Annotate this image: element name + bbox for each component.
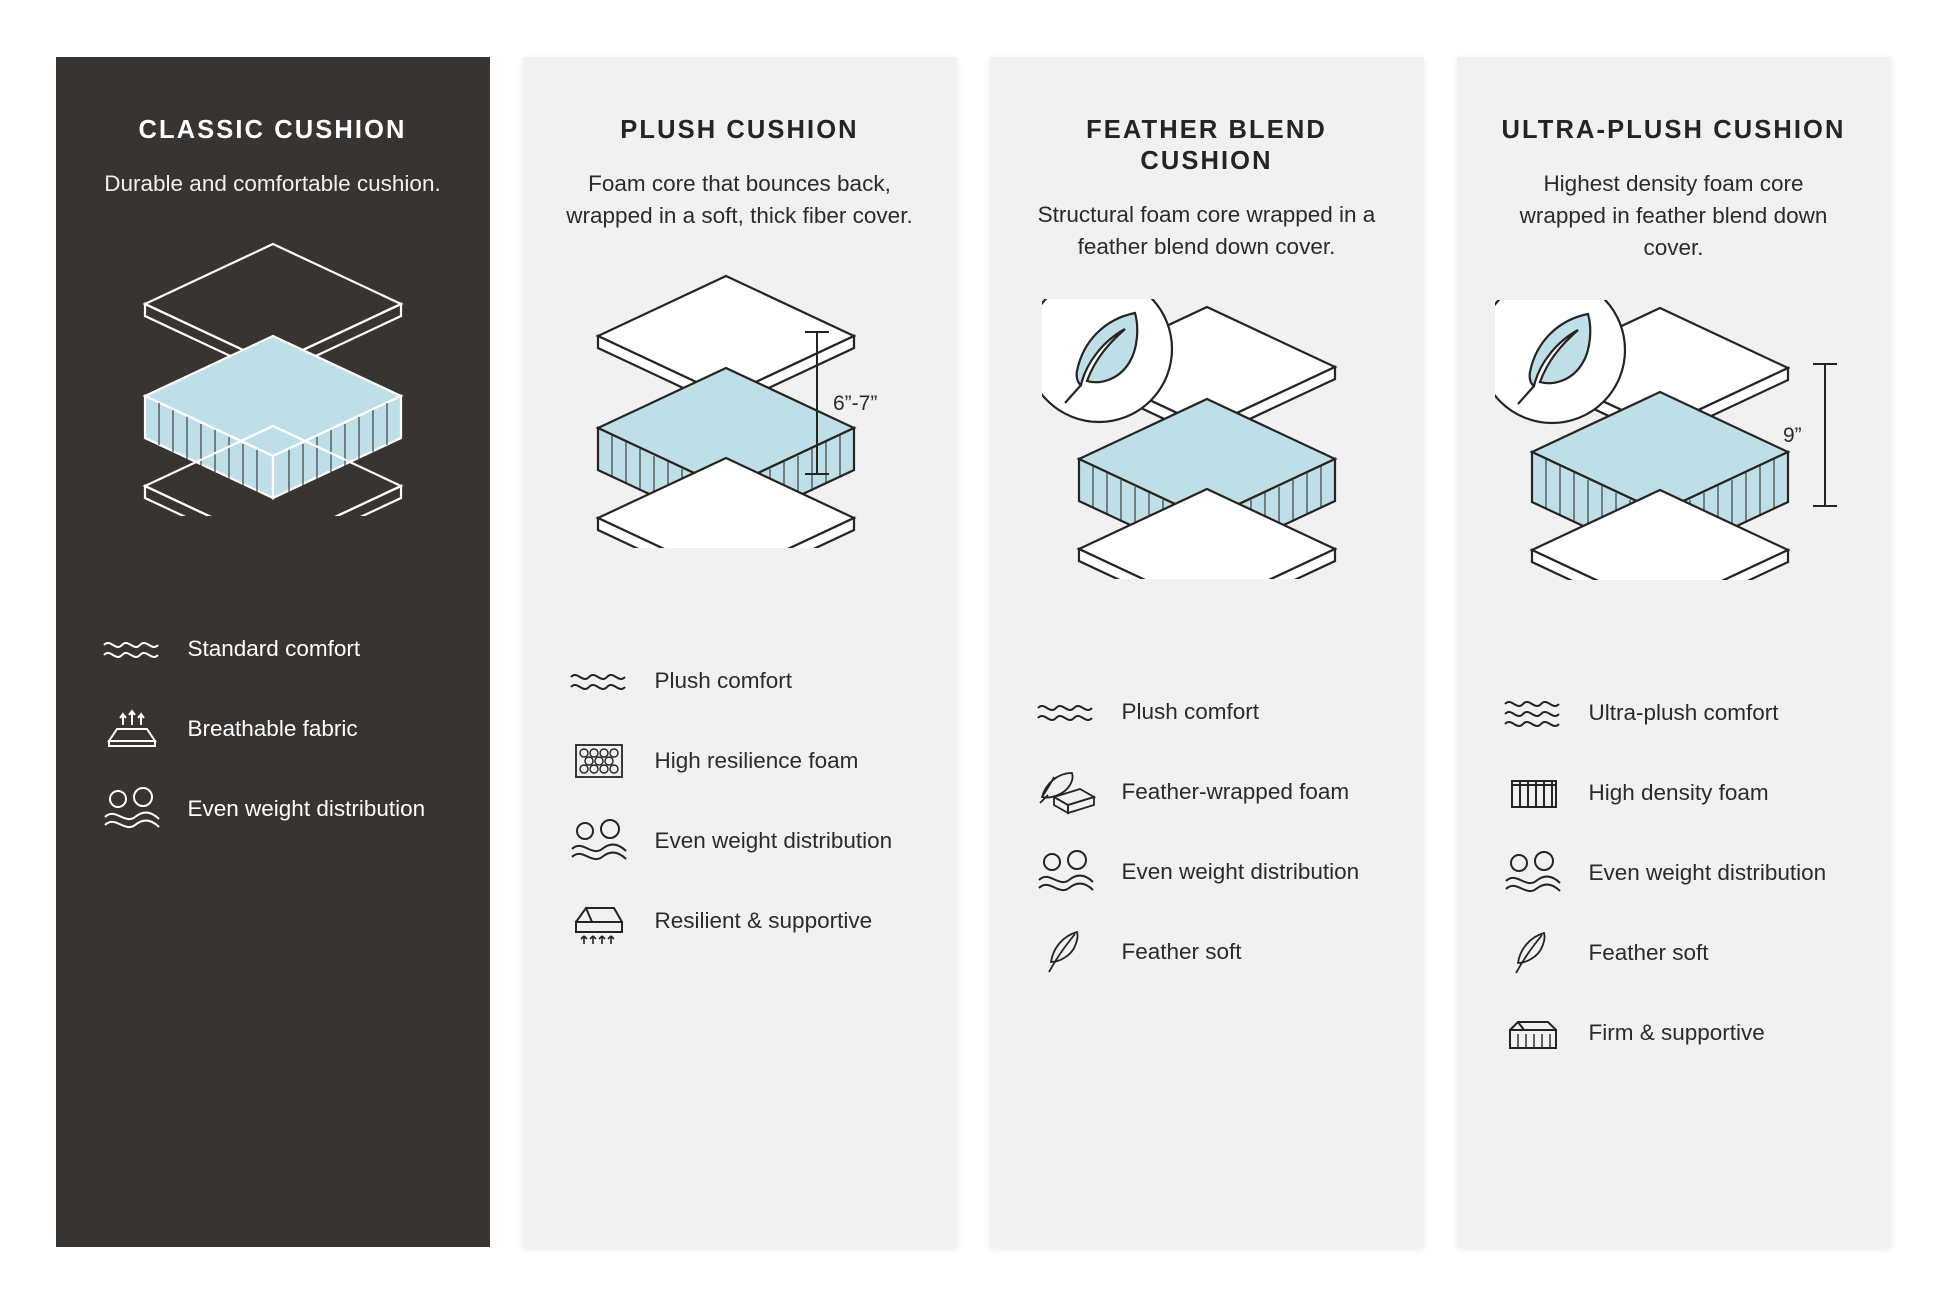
feature-item[interactable] [565,894,915,948]
honeycomb-foam-icon [565,734,633,788]
feature-label: High density foam [1588,779,1769,805]
feather-wrapped-foam-icon [1032,765,1100,819]
card-feather-blend-cushion[interactable] [990,57,1424,1247]
feature-label: Even weight distribution [1588,859,1827,885]
feature-item[interactable] [565,814,915,868]
card-title: FEATHER BLEND CUSHION [1086,116,1327,176]
cushion-exploded-diagram-plush [565,268,915,598]
resilient-support-icon [565,894,633,948]
feature-item[interactable] [1032,685,1382,739]
wave-comfort-icon [565,654,633,708]
feature-label: Plush comfort [1121,698,1260,724]
even-weight-distribution-icon [98,782,166,836]
feature-label: High resilience foam [654,747,859,773]
height-dimension-marker [1767,356,1867,526]
feature-list [1499,686,1849,1060]
height-dimension-marker [799,324,919,494]
high-density-foam-icon [1499,766,1567,820]
feature-label: Feather soft [1588,939,1709,965]
card-ultra-plush-cushion[interactable] [1457,57,1891,1247]
even-weight-distribution-icon [1499,846,1567,900]
feature-label: Even weight distribution [187,795,426,821]
feature-item[interactable] [98,702,448,756]
wave-comfort-icon [1499,686,1567,740]
feather-icon [1499,926,1567,980]
card-description: Durable and comfortable cushion. [104,171,441,197]
breathable-fabric-icon [98,702,166,756]
feature-label: Firm & supportive [1588,1019,1765,1045]
feature-label: Resilient & supportive [654,907,873,933]
feature-item[interactable] [1499,686,1849,740]
feature-item[interactable] [98,782,448,836]
even-weight-distribution-icon [565,814,633,868]
cushion-exploded-diagram-feather-blend [1032,299,1382,629]
card-title: PLUSH CUSHION [620,116,859,144]
feature-label: Even weight distribution [654,827,893,853]
feature-label: Plush comfort [654,667,793,693]
card-description: Highest density foam core wrapped in feather blend down cover. [1519,171,1828,260]
foam-core-layer [145,336,401,498]
feature-list [565,654,915,948]
feather-icon [1032,925,1100,979]
card-description: Foam core that bounces back, wrapped in a soft, thick fiber cover. [566,171,913,229]
feature-label: Even weight distribution [1121,858,1360,884]
dimension-label: 6”-7” [832,391,877,415]
feature-item[interactable] [1499,766,1849,820]
cushion-exploded-diagram-classic [98,236,448,566]
card-title: ULTRA-PLUSH CUSHION [1501,116,1846,144]
firm-support-icon [1499,1006,1567,1060]
dimension-label: 9” [1782,423,1802,447]
exploded-cushion-illustration [1042,299,1372,579]
feature-label: Feather soft [1121,938,1242,964]
feature-item[interactable] [1499,926,1849,980]
feature-item[interactable] [1499,1006,1849,1060]
even-weight-distribution-icon [1032,845,1100,899]
cushion-exploded-diagram-ultra-plush [1499,300,1849,630]
feature-item[interactable] [1032,925,1382,979]
feature-item[interactable] [1032,765,1382,819]
feature-item[interactable] [98,622,448,676]
feature-item[interactable] [1032,845,1382,899]
feature-list [98,622,448,836]
feature-label: Standard comfort [187,635,361,661]
wave-comfort-icon [98,622,166,676]
feature-item[interactable] [1499,846,1849,900]
feature-item[interactable] [565,654,915,708]
feature-list [1032,685,1382,979]
feature-label: Ultra-plush comfort [1588,699,1779,725]
card-plush-cushion[interactable] [523,57,957,1247]
card-description: Structural foam core wrapped in a feather blend down cover. [1037,202,1376,260]
exploded-cushion-illustration [123,236,423,516]
feature-label: Breathable fabric [187,715,358,741]
wave-comfort-icon [1032,685,1100,739]
card-title: CLASSIC CUSHION [138,116,407,144]
feature-label: Feather-wrapped foam [1121,778,1350,804]
feature-item[interactable] [565,734,915,788]
card-classic-cushion[interactable] [56,57,490,1247]
